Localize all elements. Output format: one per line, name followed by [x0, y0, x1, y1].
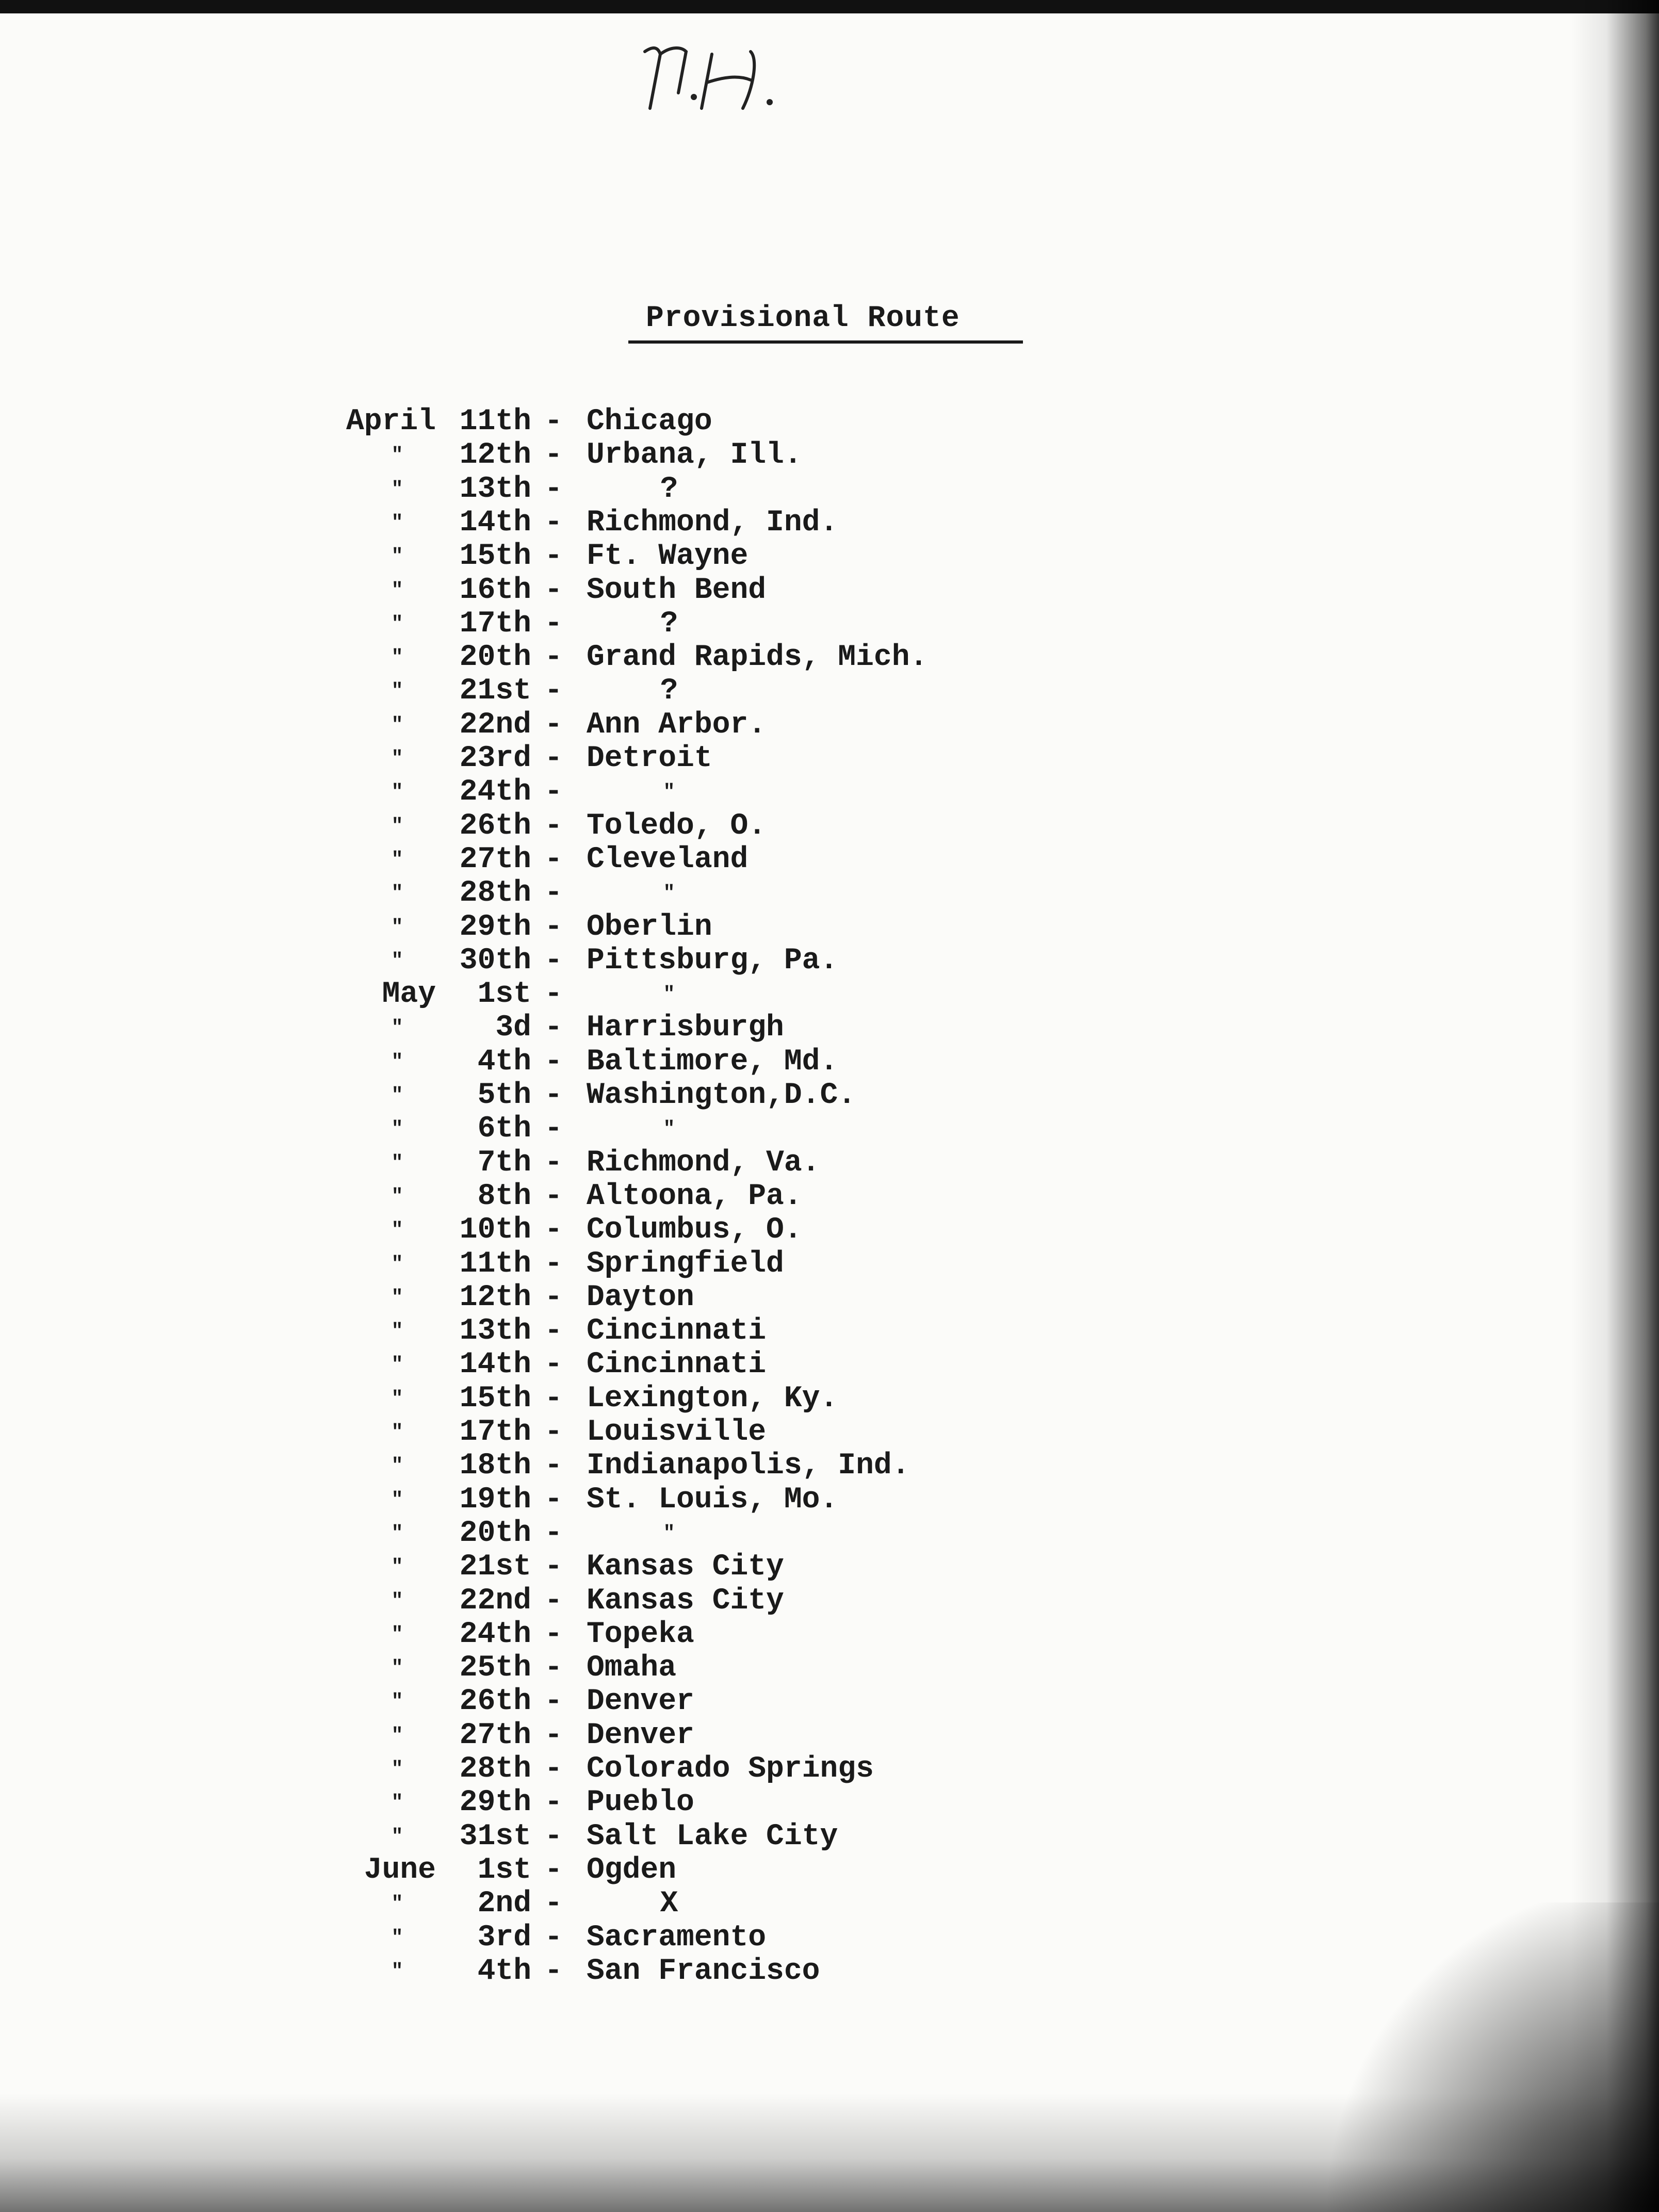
route-entry-dash: - [544, 573, 563, 607]
route-entry [0, 742, 1238, 776]
route-entry-month: June [364, 1853, 436, 1887]
route-entry-place: Sacramento [587, 1921, 767, 1955]
route-entry-month: " [391, 1320, 403, 1343]
route-entry [0, 1146, 1238, 1180]
route-entry-day: 18th [459, 1449, 531, 1483]
route-entry-dash: - [544, 944, 563, 978]
route-entry-dash: - [544, 775, 563, 809]
route-entry-dash: - [544, 1314, 563, 1348]
route-entry-place: " [663, 1118, 675, 1141]
route-entry-place: " [663, 882, 675, 905]
route-entry [0, 1247, 1238, 1281]
route-entry-month: " [391, 579, 403, 601]
route-entry-dash: - [544, 405, 563, 438]
route-entry-place: Cincinnati [587, 1314, 767, 1348]
route-entry [0, 405, 1238, 439]
route-entry-place: Kansas City [587, 1584, 784, 1618]
route-entry-day: 31st [459, 1819, 531, 1853]
route-entry-day: 12th [459, 438, 531, 473]
route-entry-place: ? [660, 472, 678, 506]
route-entry [0, 506, 1238, 540]
route-entry-place: Springfield [587, 1247, 784, 1281]
route-entry-dash: - [544, 1416, 563, 1449]
route-entry-month: " [391, 1286, 403, 1309]
route-entry-month: May [382, 978, 436, 1012]
route-entry-dash: - [544, 1247, 563, 1281]
route-entry [0, 1449, 1238, 1483]
route-entry-day: 11th [459, 1247, 531, 1281]
route-entry-month: " [391, 1657, 403, 1680]
route-entry-month: " [391, 646, 403, 669]
route-entry-place: Ann Arbor. [587, 708, 767, 742]
route-entry-dash: - [544, 1752, 563, 1786]
route-entry [0, 540, 1238, 574]
scan-edge-noise-right [1571, 0, 1659, 2212]
route-entry [0, 1180, 1238, 1214]
route-entry-month: " [391, 1758, 403, 1780]
route-entry-day: 17th [459, 1416, 531, 1449]
route-entry-day: 13th [459, 1314, 531, 1348]
route-entry-day: 21st [459, 674, 531, 708]
route-entry-day: 7th [477, 1146, 531, 1180]
route-entry-dash: - [544, 1079, 563, 1112]
route-entry-place: Indianapolis, Ind. [587, 1449, 910, 1483]
route-entry-month: " [391, 1522, 403, 1544]
route-entry-dash: - [544, 540, 563, 574]
route-entry-place: Chicago [587, 405, 712, 438]
route-entry [0, 1921, 1238, 1955]
route-entry-place: Colorado Springs [587, 1752, 874, 1786]
route-entry-month: " [391, 1825, 403, 1848]
route-entry-place: Columbus, O. [587, 1213, 802, 1247]
route-entry-day: 2nd [477, 1887, 531, 1921]
route-entry [0, 1517, 1238, 1551]
route-entry-day: 13th [459, 472, 531, 506]
route-entry-dash: - [544, 1584, 563, 1618]
route-entry-month: " [391, 1253, 403, 1275]
route-entry-place: Ft. Wayne [587, 540, 749, 574]
route-entry-day: 4th [477, 1954, 531, 1988]
route-entry-dash: - [544, 876, 563, 910]
route-entry [0, 1584, 1238, 1618]
route-entry-day: 15th [459, 1381, 531, 1416]
route-entry-dash: - [544, 506, 563, 540]
route-entry-dash: - [544, 472, 563, 506]
route-entry-place: Grand Rapids, Mich. [587, 641, 928, 675]
route-entry-month: " [391, 1455, 403, 1477]
route-entry-place: South Bend [587, 573, 767, 607]
route-entry-month: " [391, 545, 403, 568]
route-entry-dash: - [544, 1651, 563, 1685]
route-entry [0, 1955, 1238, 1989]
route-entry [0, 1079, 1238, 1113]
route-entry-month: " [391, 1219, 403, 1242]
route-entry-day: 27th [459, 842, 531, 876]
route-entry-day: 24th [459, 1617, 531, 1651]
route-entry [0, 1820, 1238, 1854]
route-entry-day: 27th [459, 1718, 531, 1752]
route-entry-day: 28th [459, 876, 531, 910]
handwritten-annotation [635, 31, 789, 119]
route-entry [0, 607, 1238, 641]
route-entry [0, 708, 1238, 742]
route-entry-day: 3d [495, 1011, 531, 1045]
route-entry-month: " [391, 1690, 403, 1713]
route-entry-place: Salt Lake City [587, 1819, 838, 1853]
route-entry-month: " [391, 1893, 403, 1915]
route-entry-month: " [391, 949, 403, 972]
route-entry-place: Pittsburg, Pa. [587, 944, 838, 978]
route-entry [0, 1314, 1238, 1348]
route-entry-month: " [391, 1926, 403, 1949]
route-entry-month: " [391, 1387, 403, 1410]
route-entry [0, 438, 1238, 473]
route-entry-dash: - [544, 708, 563, 742]
route-entry-place: Washington,D.C. [587, 1079, 856, 1112]
route-entry-day: 29th [459, 1786, 531, 1820]
route-entry-day: 11th [459, 405, 531, 438]
route-entry-month: " [391, 1589, 403, 1612]
route-entry [0, 1382, 1238, 1416]
route-entry-day: 3rd [477, 1921, 531, 1955]
route-entry-day: 21st [459, 1550, 531, 1584]
route-entry [0, 1348, 1238, 1382]
route-entry-place: Omaha [587, 1651, 677, 1685]
route-entry [0, 1786, 1238, 1820]
route-entry [0, 876, 1238, 910]
route-entry-month: " [391, 1488, 403, 1511]
route-entry-place: Denver [587, 1718, 694, 1752]
route-entry-day: 23rd [459, 742, 531, 775]
route-entry-place: Toledo, O. [587, 809, 767, 843]
route-entry-place: Baltimore, Md. [587, 1045, 838, 1079]
route-entry-month: " [391, 612, 403, 635]
route-entry-month: " [391, 882, 403, 905]
route-entry-month: " [391, 478, 403, 500]
route-entry-month: " [391, 1050, 403, 1073]
route-entry-place: Lexington, Ky. [587, 1381, 838, 1416]
route-entry-day: 1st [477, 1853, 531, 1887]
route-entry-dash: - [544, 438, 563, 473]
route-entry-dash: - [544, 1617, 563, 1651]
route-entry-place: Pueblo [587, 1786, 694, 1820]
route-entry-month: " [391, 511, 403, 534]
route-entry-day: 26th [459, 809, 531, 843]
route-entry [0, 843, 1238, 877]
route-entry-day: 14th [459, 506, 531, 540]
route-entry [0, 809, 1238, 843]
route-entry [0, 1618, 1238, 1652]
route-entry-month: " [391, 1185, 403, 1208]
route-entry [0, 674, 1238, 708]
route-entry-place: Detroit [587, 742, 712, 775]
route-entry [0, 1887, 1238, 1921]
route-entry-dash: - [544, 1921, 563, 1955]
route-entry-month: " [391, 1792, 403, 1814]
route-entry-dash: - [544, 809, 563, 843]
route-entry-month: " [391, 1354, 403, 1376]
route-entry-month: " [391, 1556, 403, 1579]
route-entry-dash: - [544, 674, 563, 708]
route-entry-day: 15th [459, 540, 531, 574]
route-entry [0, 1752, 1238, 1786]
route-entry-dash: - [544, 1550, 563, 1584]
route-entry-place: Harrisburgh [587, 1011, 784, 1045]
route-entry-dash: - [544, 1280, 563, 1314]
route-entry-place: Richmond, Va. [587, 1146, 820, 1180]
route-entry-dash: - [544, 1887, 563, 1921]
route-entry-place: Oberlin [587, 910, 712, 944]
route-entry-place: Cincinnati [587, 1348, 767, 1382]
route-entry-place: " [663, 983, 675, 1006]
route-entry-place: ? [660, 607, 678, 641]
route-entry-place: Louisville [587, 1416, 767, 1449]
route-entry-dash: - [544, 1213, 563, 1247]
route-entry [0, 1112, 1238, 1146]
route-entry-day: 20th [459, 1516, 531, 1550]
title-underline [628, 340, 1023, 344]
route-entry-dash: - [544, 910, 563, 944]
route-entry [0, 775, 1238, 809]
route-entry-day: 24th [459, 775, 531, 809]
route-entry-dash: - [544, 1179, 563, 1213]
route-entry-day: 14th [459, 1348, 531, 1382]
route-entry-place: Urbana, Ill. [587, 438, 802, 473]
scan-top-border [0, 0, 1659, 13]
route-entry-month: " [391, 848, 403, 871]
route-entry-place: Denver [587, 1685, 694, 1719]
page-title: Provisional Route [646, 302, 960, 335]
route-entry-day: 1st [477, 978, 531, 1012]
route-entry-month: " [391, 781, 403, 804]
route-entry-month: " [391, 713, 403, 736]
route-entry [0, 1416, 1238, 1450]
route-entry-dash: - [544, 607, 563, 641]
scan-corner-noise [1298, 1902, 1659, 2212]
route-entry-day: 20th [459, 641, 531, 675]
route-entry-day: 25th [459, 1651, 531, 1685]
route-entry-place: Topeka [587, 1617, 694, 1651]
route-entry-day: 5th [477, 1079, 531, 1112]
route-entry-dash: - [544, 1348, 563, 1382]
route-entry [0, 1213, 1238, 1247]
route-entry [0, 574, 1238, 608]
route-entry [0, 1045, 1238, 1079]
route-entry-month: April [346, 405, 436, 438]
route-entry-month: " [391, 916, 403, 938]
route-entry [0, 1719, 1238, 1753]
route-entry-day: 12th [459, 1280, 531, 1314]
route-entry-dash: - [544, 1685, 563, 1719]
route-entry-day: 19th [459, 1483, 531, 1517]
route-entry-dash: - [544, 1011, 563, 1045]
route-entry-dash: - [544, 641, 563, 675]
route-entry-place: ? [660, 674, 678, 708]
route-entry-dash: - [544, 742, 563, 775]
route-entry-month: " [391, 444, 403, 467]
route-entry-day: 29th [459, 910, 531, 944]
route-entry-dash: - [544, 978, 563, 1012]
route-entry-dash: - [544, 1449, 563, 1483]
route-entry-month: " [391, 1623, 403, 1646]
route-entry-day: 22nd [459, 708, 531, 742]
route-entry-month: " [391, 1421, 403, 1443]
route-entry-month: " [391, 815, 403, 837]
route-entry-place: Kansas City [587, 1550, 784, 1584]
route-entry-day: 30th [459, 944, 531, 978]
route-entry [0, 1483, 1238, 1517]
route-entry-dash: - [544, 1516, 563, 1550]
route-entry-place: St. Louis, Mo. [587, 1483, 838, 1517]
route-entry-dash: - [544, 1483, 563, 1517]
route-entry-dash: - [544, 1786, 563, 1820]
route-entry-month: " [391, 1084, 403, 1107]
route-entry [0, 1011, 1238, 1045]
route-entry-place: San Francisco [587, 1954, 820, 1988]
route-entry-place: Ogden [587, 1853, 677, 1887]
route-entry [0, 1550, 1238, 1584]
route-entry-place: " [663, 781, 675, 804]
route-entry-place: X [660, 1887, 678, 1921]
route-entry-day: 8th [477, 1179, 531, 1213]
route-entry [0, 944, 1238, 978]
route-entry [0, 473, 1238, 507]
route-entry-month: " [391, 1960, 403, 1982]
route-entry-day: 28th [459, 1752, 531, 1786]
route-entry-place: Cleveland [587, 842, 749, 876]
route-entry-month: " [391, 1151, 403, 1174]
route-entry [0, 1651, 1238, 1685]
route-entry-place: Dayton [587, 1280, 694, 1314]
route-entry-month: " [391, 747, 403, 770]
route-entry-dash: - [544, 1146, 563, 1180]
route-entry-day: 16th [459, 573, 531, 607]
route-entry-dash: - [544, 1045, 563, 1079]
route-entry-dash: - [544, 842, 563, 876]
route-entry-day: 6th [477, 1112, 531, 1146]
route-entry [0, 910, 1238, 945]
route-entry [0, 1853, 1238, 1888]
route-entry-month: " [391, 1724, 403, 1747]
route-entry-month: " [391, 680, 403, 703]
route-entry-dash: - [544, 1954, 563, 1988]
route-entry-place: Altoona, Pa. [587, 1179, 802, 1213]
route-entry-day: 26th [459, 1685, 531, 1719]
route-entry [0, 1685, 1238, 1719]
route-entry-place: Richmond, Ind. [587, 506, 838, 540]
route-entry [0, 1281, 1238, 1315]
route-entry [0, 641, 1238, 675]
route-entry-day: 10th [459, 1213, 531, 1247]
route-entry-place: " [663, 1522, 675, 1544]
route-entry-dash: - [544, 1112, 563, 1146]
route-entry-day: 17th [459, 607, 531, 641]
route-entry-month: " [391, 1118, 403, 1141]
route-entry-dash: - [544, 1381, 563, 1416]
route-entry-dash: - [544, 1718, 563, 1752]
route-entry-dash: - [544, 1853, 563, 1887]
route-entry-month: " [391, 1017, 403, 1039]
route-entry-day: 22nd [459, 1584, 531, 1618]
route-entry [0, 978, 1238, 1012]
route-entry-day: 4th [477, 1045, 531, 1079]
route-entry-dash: - [544, 1819, 563, 1853]
